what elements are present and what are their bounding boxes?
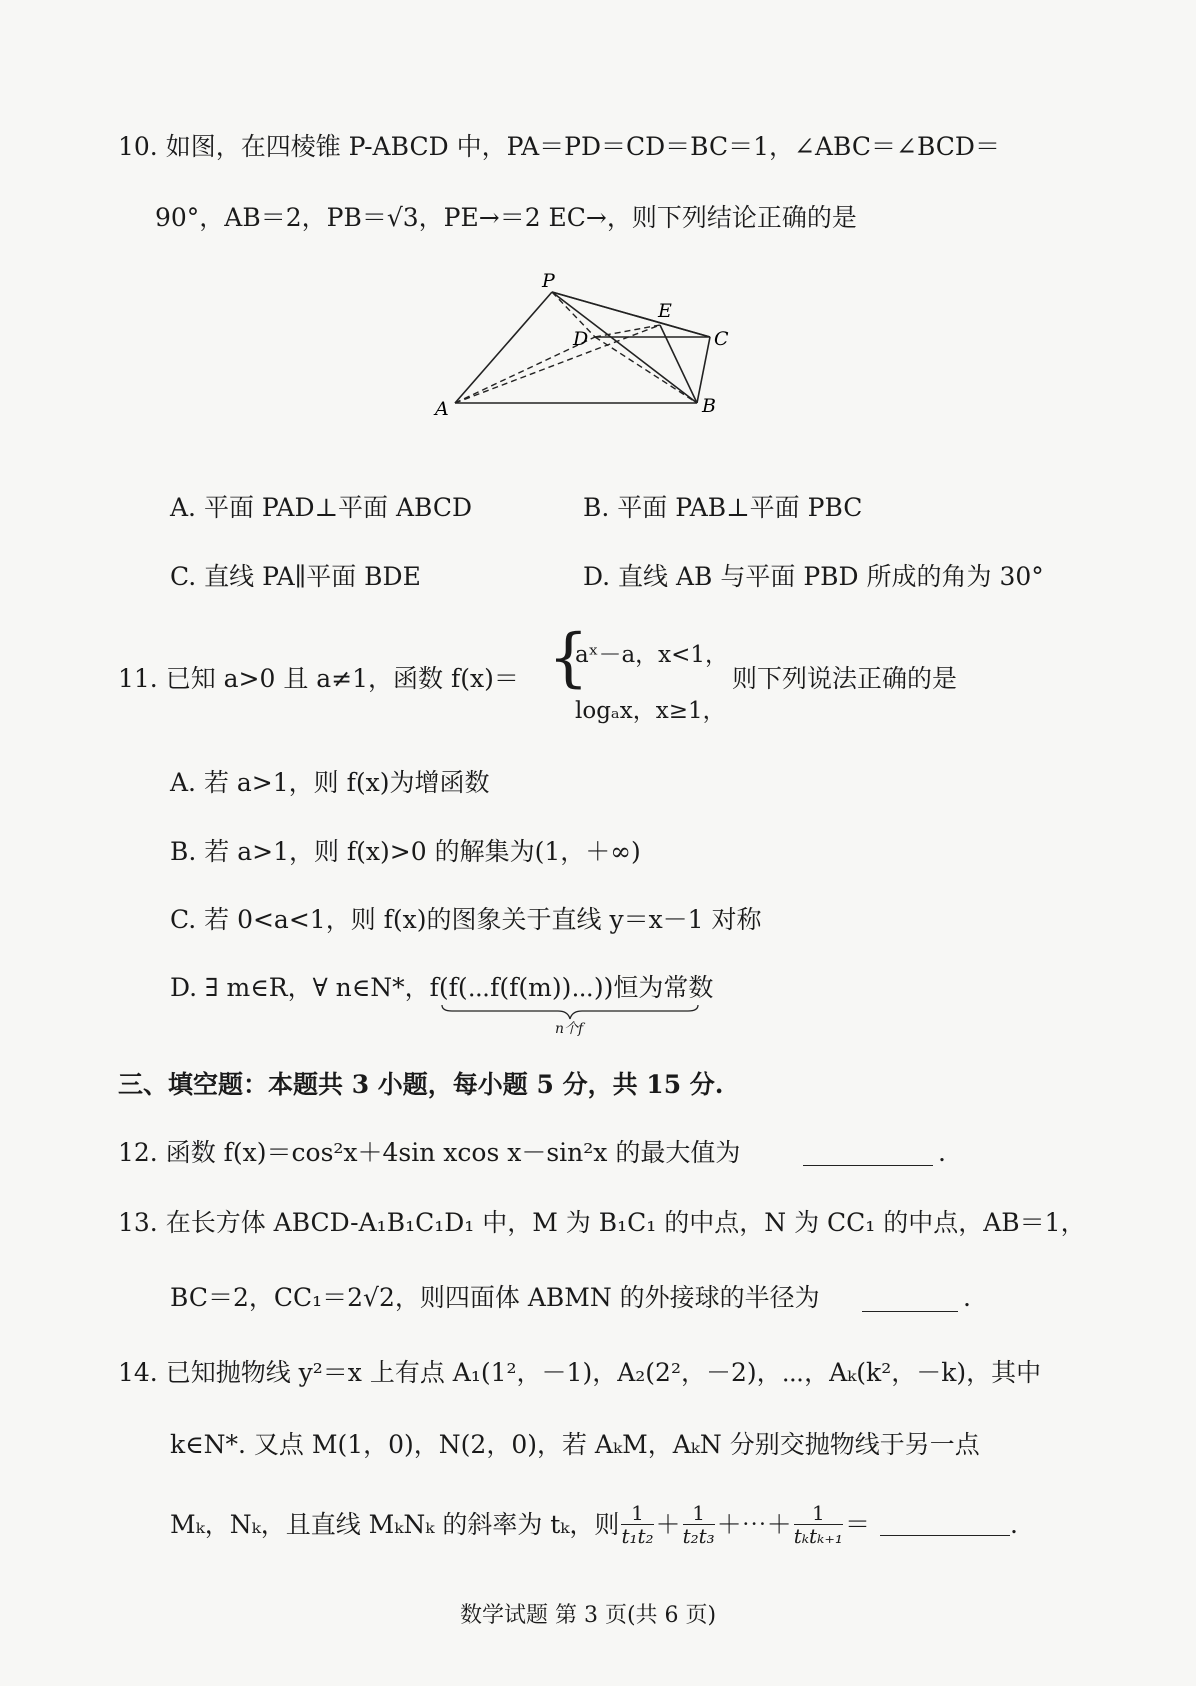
label-e: E — [658, 300, 672, 322]
q10-option-b: B. 平面 PAB⊥平面 PBC — [583, 493, 863, 522]
q10-option-d: D. 直线 AB 与平面 PBD 所成的角为 30° — [583, 562, 1044, 591]
label-d: D — [573, 328, 589, 350]
q14-frac-3: $\frac{1}{\text{tₖtₖ₊₁}}$ — [793, 1501, 843, 1548]
q11-option-d-under: n个f — [555, 1021, 584, 1037]
pyramid-figure — [420, 265, 740, 425]
q11-case2: logₐx，x≥1， — [575, 698, 726, 724]
q10-line1: 10. 如图，在四棱锥 P-ABCD 中，PA＝PD＝CD＝BC＝1，∠ABC＝∠BCD＝ — [118, 132, 1000, 161]
section-3-heading: 三、填空题：本题共 3 小题，每小题 5 分，共 15 分. — [118, 1070, 724, 1099]
q11-option-a: A. 若 a>1，则 f(x)为增函数 — [170, 768, 490, 797]
q11-case1: aˣ－a，x<1， — [575, 642, 729, 668]
q14-ellipsis: ＋⋯＋ — [716, 1509, 792, 1539]
q13-line1: 13. 在长方体 ABCD-A₁B₁C₁D₁ 中，M 为 B₁C₁ 的中点，N 为 CC₁ 的中点，AB＝1， — [118, 1208, 1086, 1237]
q13-line2: BC＝2，CC₁＝2√2，则四面体 ABMN 的外接球的半径为 — [170, 1283, 820, 1312]
q11-prefix: 11. 已知 a>0 且 a≠1，函数 f(x)＝ — [118, 664, 519, 693]
q14-frac-2: $\frac{1}{\text{t₂t₃}}$ — [682, 1501, 715, 1548]
q14-equals: ＝ — [844, 1509, 870, 1539]
q14-plus: ＋ — [655, 1509, 681, 1539]
q14-line1: 14. 已知抛物线 y²＝x 上有点 A₁(1²，－1)，A₂(2²，－2)，⋯，Aₖ(k²，－k)，其中 — [118, 1358, 1042, 1387]
q14-frac-1: $\frac{1}{\text{t₁t₂}}$ — [621, 1501, 654, 1548]
q14-line3-prefix: Mₖ，Nₖ，且直线 MₖNₖ 的斜率为 tₖ，则 — [170, 1509, 620, 1539]
q13-end: . — [963, 1283, 971, 1312]
q11-brace: { — [548, 621, 589, 695]
label-p: P — [542, 270, 555, 292]
q12-answer-blank — [803, 1143, 933, 1166]
q14-line3 — [170, 1502, 1018, 1547]
q11-option-d: D. ∃ m∈R，∀ n∈N*，f(f(⋯f(f(m))⋯))恒为常数 — [170, 973, 714, 1002]
label-a: A — [435, 398, 449, 420]
edge-pa — [455, 292, 552, 403]
q11-suffix: 则下列说法正确的是 — [732, 664, 958, 693]
q13-answer-blank — [862, 1289, 958, 1312]
edge-bc — [697, 337, 710, 403]
q14-end: . — [1009, 1509, 1018, 1539]
q10-option-c: C. 直线 PA∥平面 BDE — [170, 562, 421, 591]
q12-end: . — [938, 1138, 946, 1167]
q11-option-b: B. 若 a>1，则 f(x)>0 的解集为(1，＋∞) — [170, 837, 641, 866]
q14-answer-blank — [880, 1513, 1010, 1536]
q11-underbrace — [440, 1003, 700, 1023]
edge-de — [595, 325, 660, 337]
label-c: C — [714, 328, 729, 350]
page-footer: 数学试题 第 3 页(共 6 页) — [460, 1603, 717, 1628]
q14-line2: k∈N*. 又点 M(1，0)，N(2，0)，若 AₖM，AₖN 分别交抛物线于另一点 — [170, 1430, 980, 1459]
q10-line2: 90°，AB＝2，PB＝√3，PE→＝2 EC→，则下列结论正确的是 — [155, 203, 857, 232]
q11-option-c: C. 若 0<a<1，则 f(x)的图象关于直线 y＝x－1 对称 — [170, 905, 762, 934]
q12-text: 12. 函数 f(x)＝cos²x＋4sin xcos x－sin²x 的最大值为 — [118, 1138, 741, 1167]
q10-option-a: A. 平面 PAD⊥平面 ABCD — [170, 493, 473, 522]
label-b: B — [702, 395, 716, 417]
